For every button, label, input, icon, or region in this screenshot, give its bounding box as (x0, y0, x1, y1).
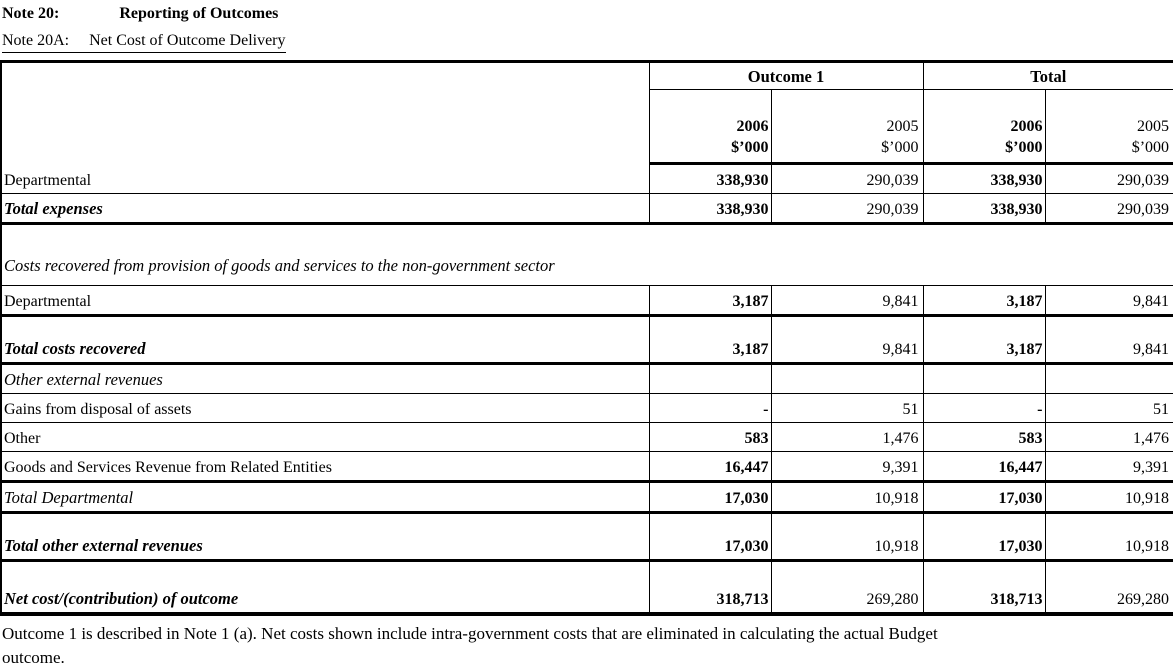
value-cell: 338,930 (649, 194, 771, 224)
value-cell: 16,447 (923, 452, 1045, 482)
year-header-cell: 2006 $’000 (923, 90, 1045, 164)
value-cell: 10,918 (771, 513, 923, 561)
value-cell: 9,391 (1045, 452, 1173, 482)
value-cell (771, 364, 923, 394)
row-label: Total other external revenues (1, 513, 649, 561)
row-label: Gains from disposal of assets (1, 394, 649, 423)
value-cell: 1,476 (771, 423, 923, 452)
year-header-cell: 2006 $’000 (649, 90, 771, 164)
value-cell: - (923, 394, 1045, 423)
value-cell: 9,391 (771, 452, 923, 482)
value-cell: 269,280 (1045, 561, 1173, 615)
year-header-cell: 2005 $’000 (1045, 90, 1173, 164)
table-row (1, 286, 1173, 316)
note-title: Reporting of Outcomes (119, 5, 279, 22)
row-label: Other external revenues (1, 364, 649, 394)
value-cell: 3,187 (649, 286, 771, 316)
subnote-underline-group (2, 31, 286, 53)
footnote (0, 622, 1173, 670)
footnote-line: Outcome 1 is described in Note 1 (a). Net costs shown include intra-government costs that are eliminated in calculating the actual Budget (2, 624, 938, 643)
row-label: Net cost/(contribution) of outcome (1, 561, 649, 615)
value-cell: 9,841 (1045, 286, 1173, 316)
value-cell: 318,713 (649, 561, 771, 615)
row-label: Other (1, 423, 649, 452)
value-cell: 10,918 (1045, 482, 1173, 513)
value-cell: 9,841 (1045, 316, 1173, 364)
year-header-cell: 2005 $’000 (771, 90, 923, 164)
row-label: Departmental (1, 286, 649, 316)
subnote-number: Note 20A: (2, 32, 70, 49)
value-cell: 51 (771, 394, 923, 423)
column-group-outcome1: Outcome 1 (649, 62, 923, 90)
row-label: Departmental (1, 164, 649, 194)
table-row (1, 482, 1173, 513)
table-row (1, 561, 1173, 615)
value-cell: 583 (923, 423, 1045, 452)
value-cell: 338,930 (923, 194, 1045, 224)
value-cell: 290,039 (1045, 164, 1173, 194)
value-cell: 10,918 (1045, 513, 1173, 561)
value-cell: 3,187 (649, 316, 771, 364)
value-cell: 3,187 (923, 286, 1045, 316)
value-cell: 17,030 (649, 482, 771, 513)
value-cell: 17,030 (923, 513, 1045, 561)
value-cell: 290,039 (771, 194, 923, 224)
row-label: Total Departmental (1, 482, 649, 513)
table-row (1, 452, 1173, 482)
value-cell (649, 364, 771, 394)
column-group-header-row (1, 62, 1173, 90)
value-cell: - (649, 394, 771, 423)
value-cell: 583 (649, 423, 771, 452)
value-cell (923, 364, 1045, 394)
value-cell: 1,476 (1045, 423, 1173, 452)
value-cell: 9,841 (771, 316, 923, 364)
footnote-line: outcome. (2, 648, 65, 667)
table-row (1, 316, 1173, 364)
table-row (1, 364, 1173, 394)
value-cell: 3,187 (923, 316, 1045, 364)
section-row-label: Costs recovered from provision of goods and services to the non-government sector (1, 224, 1173, 286)
table-body (1, 164, 1173, 615)
value-cell: 318,713 (923, 561, 1045, 615)
table-row (1, 164, 1173, 194)
row-label: Total costs recovered (1, 316, 649, 364)
value-cell: 338,930 (649, 164, 771, 194)
table-row (1, 224, 1173, 286)
value-cell (1045, 364, 1173, 394)
corner-cell (1, 62, 649, 164)
row-label: Total expenses (1, 194, 649, 224)
note-heading (0, 0, 1173, 24)
value-cell: 269,280 (771, 561, 923, 615)
table-row (1, 194, 1173, 224)
row-label: Goods and Services Revenue from Related Entities (1, 452, 649, 482)
net-cost-of-outcome-table (0, 60, 1173, 616)
value-cell: 338,930 (923, 164, 1045, 194)
value-cell: 9,841 (771, 286, 923, 316)
table-row (1, 513, 1173, 561)
value-cell: 290,039 (1045, 194, 1173, 224)
value-cell: 17,030 (923, 482, 1045, 513)
value-cell: 290,039 (771, 164, 923, 194)
value-cell: 16,447 (649, 452, 771, 482)
table-row (1, 394, 1173, 423)
table-row (1, 423, 1173, 452)
value-cell: 51 (1045, 394, 1173, 423)
subnote-heading (0, 31, 1173, 53)
note-number: Note 20: (2, 5, 60, 22)
value-cell: 10,918 (771, 482, 923, 513)
value-cell: 17,030 (649, 513, 771, 561)
subnote-title: Net Cost of Outcome Delivery (89, 32, 286, 49)
column-group-total: Total (923, 62, 1173, 90)
